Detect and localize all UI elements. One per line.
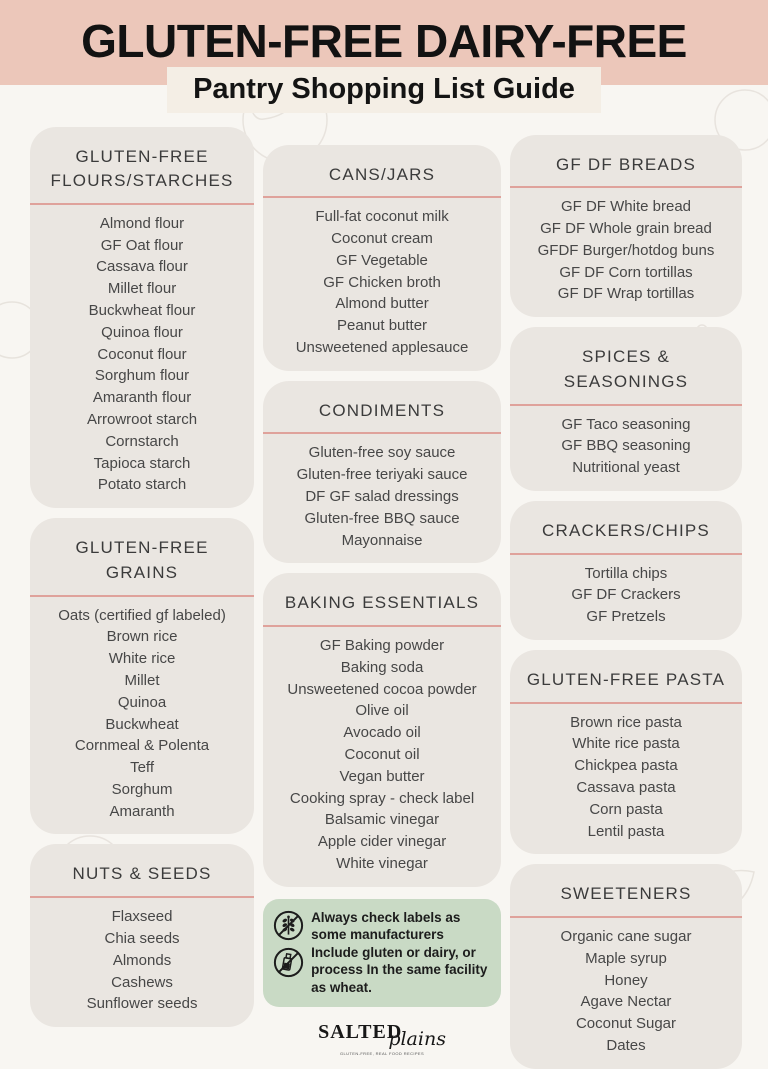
list-item: Millet flour [107, 280, 177, 298]
card-title: BAKING ESSENTIALS [284, 593, 480, 613]
list-item: Cashews [111, 973, 173, 991]
card-title: SPICES & SEASONINGS [563, 347, 689, 391]
subtitle-row [0, 67, 768, 113]
list-item: Buckwheat [105, 715, 179, 733]
list-item: Sorghum [111, 780, 173, 798]
label-warning-note [263, 899, 501, 1007]
list-item: Amaranth flour [92, 389, 192, 407]
list-item: Avocado oil [343, 724, 421, 742]
list-item: Coconut cream [331, 230, 433, 248]
list-item: GF Oat flour [100, 236, 184, 254]
category-card [510, 864, 742, 1068]
list-item: Peanut butter [336, 317, 428, 335]
category-card [30, 844, 254, 1027]
list-item: Vegan butter [339, 767, 425, 785]
list-item: Unsweetened applesauce [295, 339, 469, 357]
list-item: GF DF White bread [560, 198, 692, 216]
list-item: DF GF salad dressings [305, 488, 459, 506]
list-item: Chickpea pasta [574, 757, 678, 775]
card-items [524, 926, 728, 1057]
list-item: Coconut Sugar [575, 1015, 677, 1033]
list-item: Teff [130, 759, 154, 777]
card-columns [0, 113, 768, 1069]
list-item: GF DF Corn tortillas [559, 263, 693, 281]
list-item: White rice [108, 650, 176, 668]
card-items [524, 414, 728, 479]
list-item: Chia seeds [104, 929, 180, 947]
card-divider [263, 432, 501, 434]
list-item: GF DF Whole grain bread [540, 220, 712, 238]
list-item: Gluten-free teriyaki sauce [296, 466, 468, 484]
card-title: CONDIMENTS [318, 400, 446, 420]
list-item: Buckwheat flour [88, 302, 196, 320]
list-item: Oats (certified gf labeled) [58, 606, 226, 624]
list-item: GF Chicken broth [323, 273, 441, 291]
list-item: Apple cider vinegar [317, 833, 447, 851]
list-item: GFDF Burger/hotdog buns [537, 241, 715, 259]
list-item: Mayonnaise [341, 531, 423, 549]
category-card [30, 518, 254, 834]
header-banner [0, 0, 768, 67]
list-item: Organic cane sugar [560, 927, 692, 945]
card-divider [510, 702, 742, 704]
list-item: Almond butter [335, 295, 429, 313]
card-items [277, 206, 487, 359]
list-item: Flaxseed [111, 908, 173, 926]
list-item: White rice pasta [572, 735, 680, 753]
card-title: GF DF BREADS [555, 154, 697, 174]
list-item: GF Pretzels [586, 608, 666, 626]
list-item: Balsamic vinegar [324, 811, 440, 829]
page-title: GLUTEN-FREE DAIRY-FREE [81, 15, 687, 67]
category-card [263, 145, 501, 371]
list-item: Tortilla chips [584, 564, 668, 582]
list-item: GF Baking powder [319, 637, 445, 655]
list-item: Agave Nectar [580, 993, 672, 1011]
list-item: Potato starch [97, 476, 187, 494]
card-divider [30, 203, 254, 205]
card-title: GLUTEN-FREE GRAINS [75, 538, 209, 582]
card-items [44, 213, 240, 496]
card-title: GLUTEN-FREE FLOURS/STARCHES [50, 146, 234, 191]
list-item: Cornmeal & Polenta [74, 737, 210, 755]
card-title: NUTS & SEEDS [72, 864, 212, 884]
list-item: Sunflower seeds [86, 995, 198, 1013]
no-dairy-icon [272, 946, 305, 979]
card-items [524, 712, 728, 843]
column-right [510, 127, 742, 1069]
list-item: Unsweetened cocoa powder [287, 680, 477, 698]
list-item: GF Vegetable [336, 251, 428, 269]
column-left [30, 127, 254, 1069]
list-item: Olive oil [355, 702, 409, 720]
logo-tagline: GLUTEN-FREE, REAL FOOD RECIPES [339, 1050, 425, 1056]
list-item: GF DF Wrap tortillas [557, 285, 695, 303]
logo-script-wordmark: plains [388, 1027, 446, 1050]
card-divider [510, 186, 742, 188]
category-card [510, 650, 742, 854]
category-card [263, 573, 501, 886]
card-divider [30, 896, 254, 898]
category-card [510, 501, 742, 640]
list-item: Brown rice pasta [570, 713, 682, 731]
list-item: GF DF Crackers [571, 586, 681, 604]
list-item: Dates [606, 1036, 646, 1054]
note-text: Always check labels as some manufacturers Include gluten or dairy, or process In the same facility as wheat. [311, 909, 488, 996]
card-title: CRACKERS/CHIPS [542, 520, 710, 540]
list-item: Almonds [112, 951, 172, 969]
no-gluten-icon [272, 909, 305, 942]
card-title: SWEETENERS [560, 884, 692, 904]
card-items [524, 196, 728, 305]
list-item: Quinoa flour [101, 323, 183, 341]
brand-logo [263, 1021, 501, 1056]
list-item: Amaranth [109, 802, 175, 820]
category-card [263, 381, 501, 564]
list-item: Gluten-free BBQ sauce [304, 509, 460, 527]
category-card [30, 127, 254, 509]
list-item: Arrowroot starch [87, 411, 198, 429]
list-item: Nutritional yeast [572, 459, 680, 477]
list-item: Maple syrup [585, 949, 667, 967]
list-item: GF BBQ seasoning [561, 437, 691, 455]
card-divider [30, 595, 254, 597]
card-divider [510, 553, 742, 555]
list-item: Cassava pasta [576, 778, 676, 796]
list-item: Cornstarch [105, 432, 179, 450]
card-divider [510, 916, 742, 918]
category-card [510, 135, 742, 318]
card-items [524, 563, 728, 628]
page-subtitle: Pantry Shopping List Guide [167, 67, 601, 113]
card-title: GLUTEN-FREE PASTA [526, 669, 726, 689]
card-divider [263, 196, 501, 198]
card-items [44, 605, 240, 823]
card-divider [510, 404, 742, 406]
card-items [277, 635, 487, 875]
note-icons [272, 909, 305, 979]
card-items [277, 442, 487, 551]
list-item: Coconut flour [97, 345, 187, 363]
list-item: Almond flour [99, 214, 185, 232]
card-title: CANS/JARS [328, 164, 436, 184]
card-items [44, 906, 240, 1015]
list-item: Cassava flour [96, 258, 188, 276]
list-item: Coconut oil [344, 746, 420, 764]
list-item: Baking soda [340, 658, 424, 676]
card-divider [263, 625, 501, 627]
list-item: White vinegar [336, 855, 428, 873]
list-item: Sorghum flour [94, 367, 190, 385]
list-item: Corn pasta [589, 800, 663, 818]
list-item: Lentil pasta [587, 822, 665, 840]
list-item: Brown rice [106, 628, 178, 646]
list-item: GF Taco seasoning [561, 415, 691, 433]
logo-wordmark: SALTED [318, 1020, 403, 1043]
list-item: Quinoa [117, 693, 167, 711]
list-item: Millet [124, 671, 160, 689]
list-item: Cooking spray - check label [289, 789, 475, 807]
category-card [510, 327, 742, 491]
column-middle [263, 127, 501, 1069]
list-item: Gluten-free soy sauce [308, 444, 456, 462]
list-item: Tapioca starch [93, 454, 191, 472]
list-item: Full-fat coconut milk [315, 208, 449, 226]
list-item: Honey [604, 971, 648, 989]
